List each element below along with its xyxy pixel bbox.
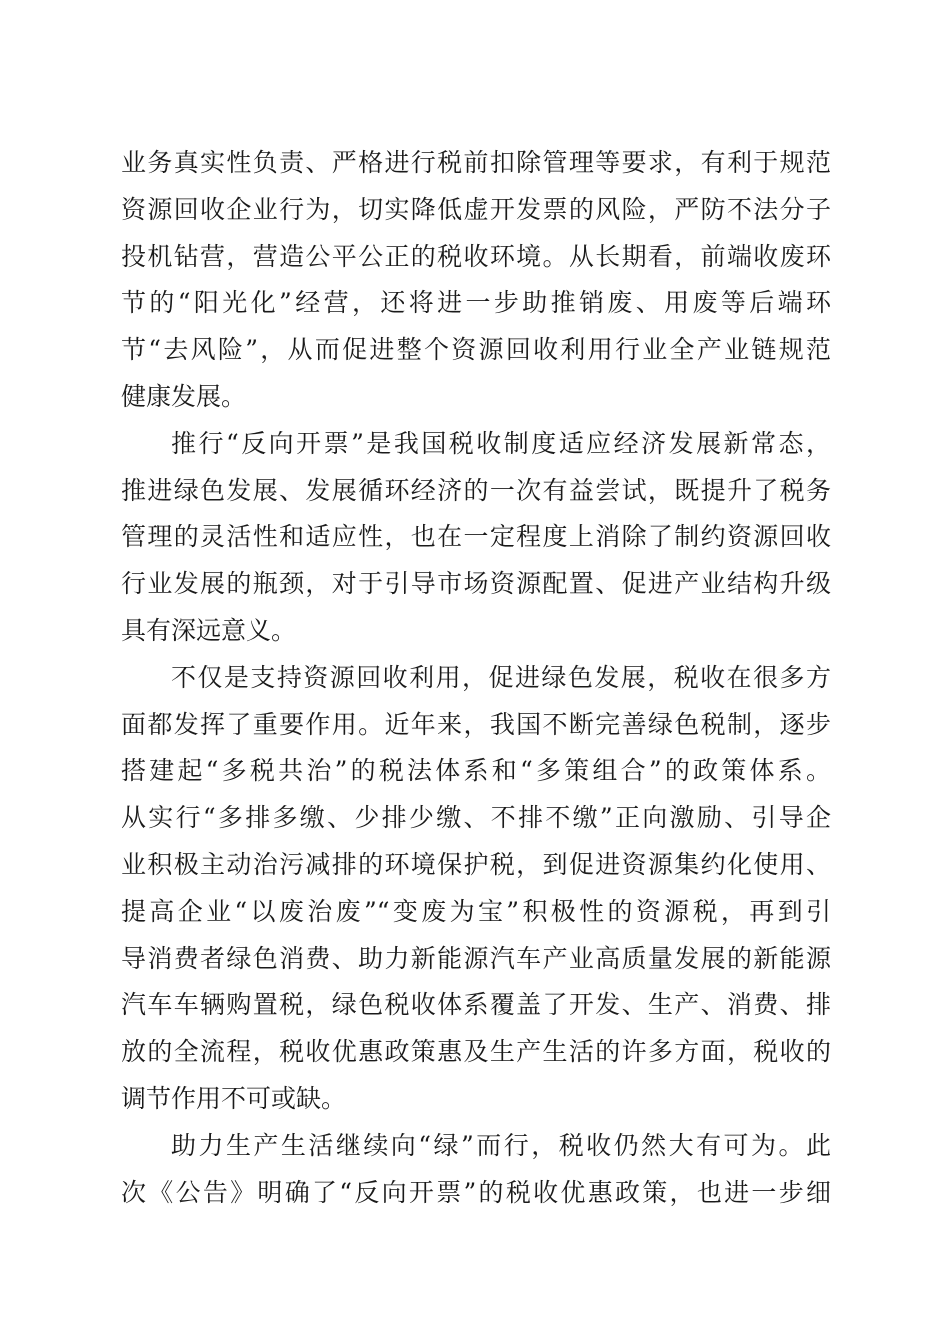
text-line: 健康发展。	[121, 381, 247, 411]
text-line: 业积极主动治污减排的环境保护税，到促进资源集约化使用、	[121, 849, 831, 879]
document-body	[121, 140, 831, 1216]
text-line: 不仅是支持资源回收利用，促进绿色发展，税收在很多方	[171, 662, 831, 692]
text-line: 节的“阳光化”经营，还将进一步助推销废、用废等后端环	[121, 288, 831, 318]
paragraph-1	[121, 140, 831, 421]
text-line: 推进绿色发展、发展循环经济的一次有益尝试，既提升了税务	[121, 475, 831, 505]
text-line: 次《公告》明确了“反向开票”的税收优惠政策，也进一步细	[121, 1177, 831, 1207]
text-line: 资源回收企业行为，切实降低虚开发票的风险，严防不法分子	[121, 194, 831, 224]
text-line: 业务真实性负责、严格进行税前扣除管理等要求，有利于规范	[121, 148, 831, 177]
paragraph-2	[121, 421, 831, 655]
text-line: 调节作用不可或缺。	[121, 1083, 347, 1113]
text-line: 推行“反向开票”是我国税收制度适应经济发展新常态，	[171, 428, 831, 458]
paragraph-3	[121, 655, 831, 1123]
text-line: 汽车车辆购置税，绿色税收体系覆盖了开发、生产、消费、排	[121, 990, 831, 1020]
text-line: 提高企业“以废治废”“变废为宝”积极性的资源税，再到引	[121, 896, 831, 926]
text-line: 从实行“多排多缴、少排少缴、不排不缴”正向激励、引导企	[121, 803, 831, 833]
text-line: 投机钻营，营造公平公正的税收环境。从长期看，前端收废环	[121, 241, 831, 271]
paragraph-4	[121, 1123, 831, 1217]
text-line: 搭建起“多税共治”的税法体系和“多策组合”的政策体系。	[121, 756, 831, 786]
text-line: 行业发展的瓶颈，对于引导市场资源配置、促进产业结构升级	[121, 569, 831, 599]
text-line: 导消费者绿色消费、助力新能源汽车产业高质量发展的新能源	[121, 943, 831, 973]
text-line: 管理的灵活性和适应性，也在一定程度上消除了制约资源回收	[121, 522, 831, 552]
text-line: 面都发挥了重要作用。近年来，我国不断完善绿色税制，逐步	[121, 709, 831, 739]
text-line: 节“去风险”，从而促进整个资源回收利用行业全产业链规范	[121, 335, 831, 365]
text-line: 具有深远意义。	[121, 615, 297, 645]
text-line: 放的全流程，税收优惠政策惠及生产生活的许多方面，税收的	[121, 1037, 831, 1067]
text-line: 助力生产生活继续向“绿”而行，税收仍然大有可为。此	[171, 1130, 831, 1160]
